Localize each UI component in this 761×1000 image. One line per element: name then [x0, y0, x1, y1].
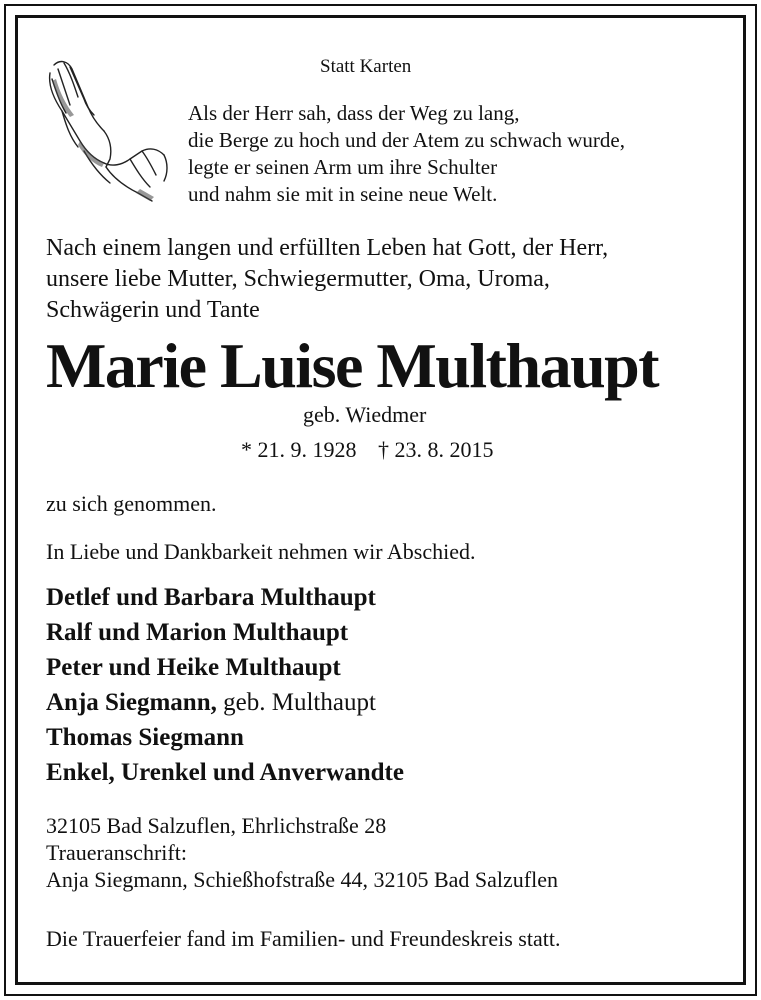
intro-line: Schwägerin und Tante — [46, 297, 260, 323]
family-member: Enkel, Urenkel und Anverwandte — [46, 759, 404, 786]
address-line: Traueranschrift: — [46, 840, 187, 865]
farewell-text: In Liebe und Dankbarkeit nehmen wir Abschied. — [46, 539, 476, 564]
address-line: Anja Siegmann, Schießhofstraße 44, 32105 Bad Salzuflen — [46, 867, 559, 892]
family-member: Peter und Heike Multhaupt — [46, 654, 341, 681]
address-line: 32105 Bad Salzuflen, Ehrlichstraße 28 — [46, 813, 387, 838]
ceremony-note: Die Trauerfeier fand im Familien- und Freundeskreis statt. — [46, 926, 561, 951]
intro-line: unsere liebe Mutter, Schwiegermutter, Oma, Uroma, — [46, 266, 550, 292]
family-list — [46, 580, 404, 790]
praying-hands-icon — [40, 55, 180, 215]
poem-line: Als der Herr sah, dass der Weg zu lang, — [188, 101, 520, 125]
family-member: Ralf und Marion Multhaupt — [46, 619, 349, 646]
deceased-name: Marie Luise Multhaupt — [46, 330, 659, 401]
poem-line: und nahm sie mit in seine neue Welt. — [188, 182, 498, 206]
birth-name: geb. Wiedmer — [303, 402, 427, 427]
poem-line: die Berge zu hoch und der Atem zu schwach wurde, — [188, 128, 625, 152]
intro-text — [46, 233, 608, 326]
address-block — [46, 812, 558, 893]
poem — [188, 100, 625, 208]
life-dates — [233, 437, 502, 463]
family-member: Thomas Siegmann — [46, 724, 244, 751]
intro-line: Nach einem langen und erfüllten Leben hat Gott, der Herr, — [46, 235, 609, 261]
poem-line: legte er seinen Arm um ihre Schulter — [188, 155, 498, 179]
heading-statt-karten: Statt Karten — [320, 56, 412, 77]
birth-date: * 21. 9. 1928 — [241, 437, 357, 462]
family-member: Anja Siegmann, geb. Multhaupt — [46, 689, 376, 716]
family-member: Detlef und Barbara Multhaupt — [46, 584, 376, 611]
death-date: † 23. 8. 2015 — [378, 437, 494, 462]
taken-text: zu sich genommen. — [46, 491, 217, 516]
